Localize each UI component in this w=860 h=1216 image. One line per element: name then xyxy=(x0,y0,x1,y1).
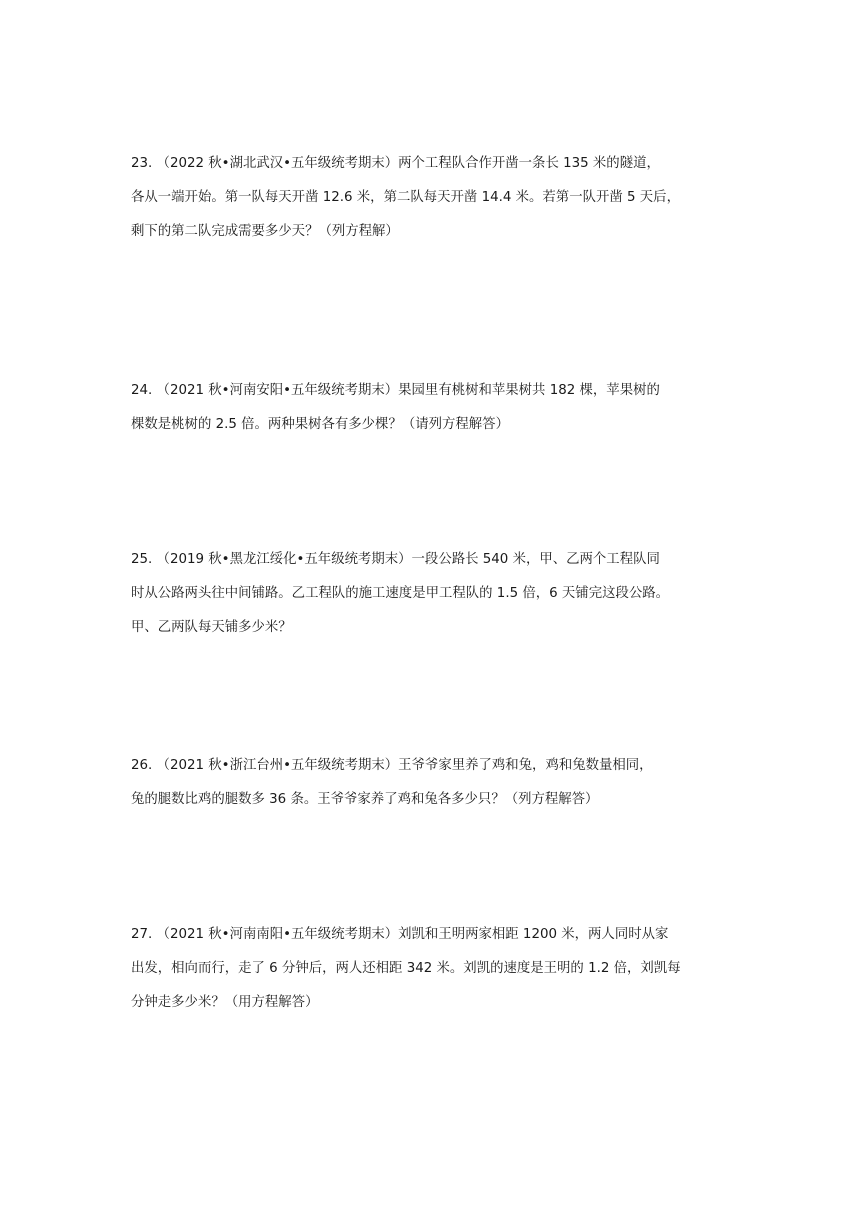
problem-26-line-2: 兔的腿数比鸡的腿数多 36 条。王爷爷家养了鸡和兔各多少只？（列方程解答） xyxy=(131,792,599,807)
problem-23-line-3: 剩下的第二队完成需要多少天？（列方程解） xyxy=(131,224,399,239)
problem-27 xyxy=(131,918,736,1020)
problem-24 xyxy=(131,374,736,442)
problem-27-line-1: 27. （2021 秋•河南南阳•五年级统考期末）刘凯和王明两家相距 1200 米，两人同时从家 xyxy=(131,927,669,942)
problem-23 xyxy=(131,147,736,249)
problem-23-line-1: 23. （2022 秋•湖北武汉•五年级统考期末）两个工程队合作开凿一条长 135 米的隧道， xyxy=(131,156,660,171)
problem-25 xyxy=(131,543,736,645)
problem-26-line-1: 26. （2021 秋•浙江台州•五年级统考期末）王爷爷家里养了鸡和兔，鸡和兔数量相同， xyxy=(131,758,653,773)
problem-27-line-3: 分钟走多少米？（用方程解答） xyxy=(131,995,319,1010)
problem-27-line-2: 出发，相向而行，走了 6 分钟后，两人还相距 342 米。刘凯的速度是王明的 1.2 倍，刘凯每 xyxy=(131,961,681,976)
problem-23-line-2: 各从一端开始。第一队每天开凿 12.6 米，第二队每天开凿 14.4 米。若第一队开凿 5 天后， xyxy=(131,190,680,205)
problem-25-line-3: 甲、乙两队每天铺多少米？ xyxy=(131,620,292,635)
problem-25-line-2: 时从公路两头往中间铺路。乙工程队的施工速度是甲工程队的 1.5 倍，6 天铺完这段公路。 xyxy=(131,586,670,601)
problem-25-line-1: 25. （2019 秋•黑龙江绥化•五年级统考期末）一段公路长 540 米，甲、乙两个工程队同 xyxy=(131,552,660,567)
problem-24-line-2: 棵数是桃树的 2.5 倍。两种果树各有多少棵？（请列方程解答） xyxy=(131,417,509,432)
problem-26 xyxy=(131,749,736,817)
problem-24-line-1: 24. （2021 秋•河南安阳•五年级统考期末）果园里有桃树和苹果树共 182 棵，苹果树的 xyxy=(131,383,660,398)
